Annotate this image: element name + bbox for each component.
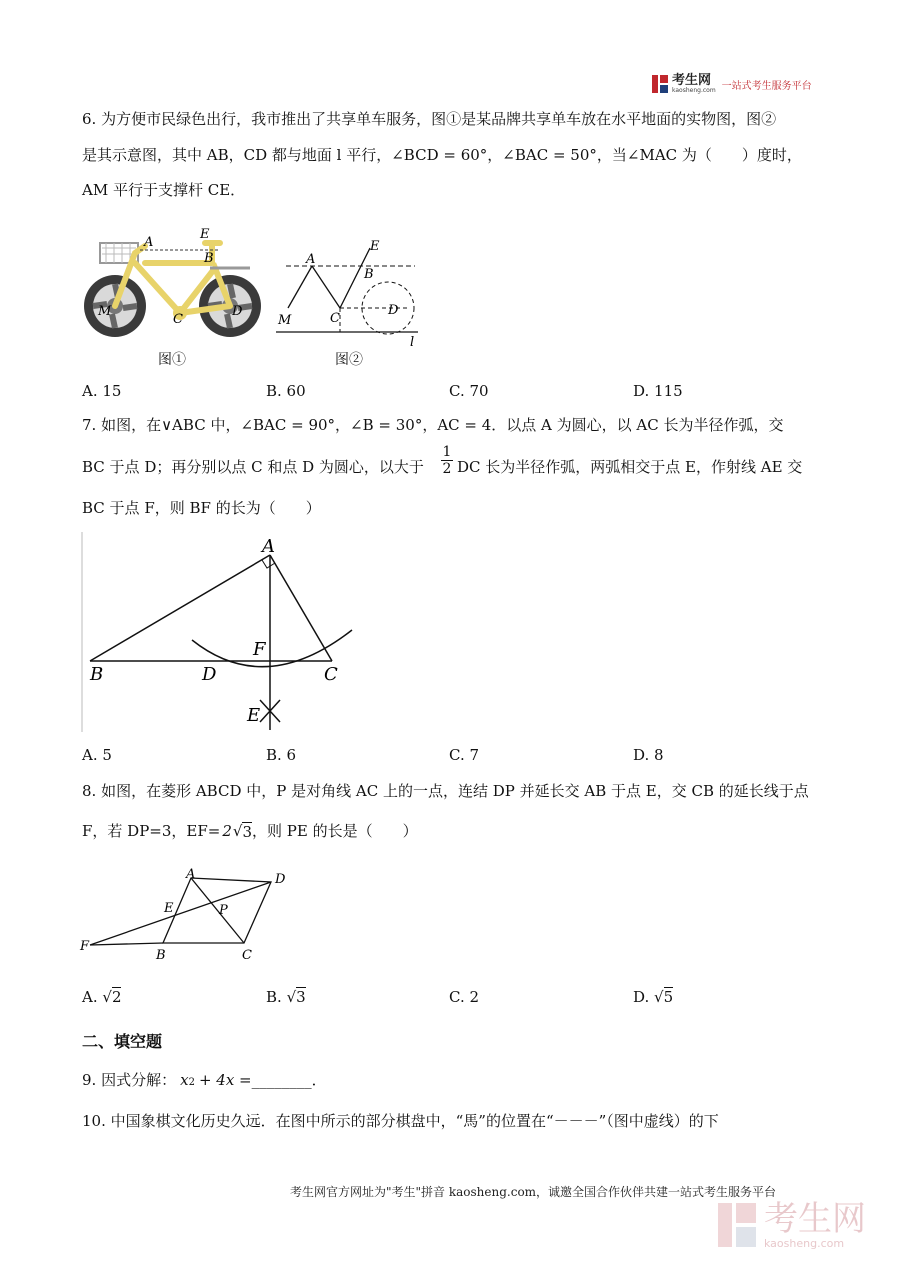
q8-label-F: F bbox=[80, 939, 90, 954]
q6-line3: AM 平行于支撑杆 CE． bbox=[82, 181, 246, 199]
q8-line2b: ，则 PE 的长是（ ） bbox=[252, 822, 418, 840]
q8-label-A: A bbox=[186, 867, 196, 882]
q7-label-A: A bbox=[262, 536, 275, 557]
fig1-label-E: E bbox=[200, 227, 210, 242]
fig2-label-D: D bbox=[388, 303, 399, 318]
q6-option-a: A. 15 bbox=[82, 382, 122, 400]
fig1-label-D: D bbox=[232, 304, 243, 319]
q8-label-B: B bbox=[156, 948, 166, 963]
q8-line2a: F，若 DP=3，EF= bbox=[82, 822, 221, 840]
fig2-label-l: l bbox=[410, 335, 415, 350]
q7-fraction bbox=[441, 444, 453, 477]
q8-label-P: P bbox=[219, 903, 228, 918]
fig1-caption: 图① bbox=[158, 352, 186, 368]
header-logo bbox=[652, 72, 812, 96]
q7-line1: 7. 如图，在∨ABC 中，∠BAC = 90°，∠B = 30°，AC = 4．以点 A 为圆心，以 AC 长为半径作弧，交 bbox=[82, 416, 784, 434]
fig1-label-C: C bbox=[173, 312, 183, 327]
q7-label-F: F bbox=[253, 639, 266, 660]
q7-label-D: D bbox=[202, 664, 217, 685]
q7-option-b: B. 6 bbox=[266, 746, 297, 764]
q9-expr-base: x bbox=[180, 1071, 189, 1089]
fig2-caption: 图② bbox=[335, 352, 363, 368]
q9-prefix: 9. 因式分解： bbox=[82, 1071, 177, 1089]
q7-label-B: B bbox=[90, 664, 104, 685]
fig2-label-C: C bbox=[330, 311, 340, 326]
watermark-name: 考生网 bbox=[764, 1199, 866, 1239]
watermark-domain: kaosheng.com bbox=[764, 1237, 845, 1250]
q9-expr-rest: + 4x = bbox=[198, 1071, 252, 1089]
q8-label-D: D bbox=[275, 872, 286, 887]
fig2-label-M: M bbox=[278, 313, 292, 328]
logo-domain: kaosheng.com bbox=[672, 86, 716, 94]
bicycle-photo bbox=[80, 218, 265, 343]
q8-label-C: C bbox=[242, 948, 252, 963]
q9-answer-blank[interactable]: ________ bbox=[251, 1071, 312, 1089]
section-title-fill-in: 二、填空题 bbox=[82, 1032, 163, 1051]
q9-end: ． bbox=[311, 1071, 327, 1089]
q7-fraction-den: 2 bbox=[442, 461, 452, 477]
watermark-icon bbox=[718, 1203, 758, 1247]
watermark bbox=[718, 1200, 866, 1250]
q7-option-c: C. 7 bbox=[449, 746, 480, 764]
logo-name: 考生网 bbox=[672, 72, 712, 88]
q8-line2: F，若 DP=3，EF= 2 √ 3 ，则 PE 的长是（ ） bbox=[82, 822, 418, 841]
fig2-label-B: B bbox=[364, 267, 374, 282]
q7-option-a: A. 5 bbox=[82, 746, 112, 764]
q6-option-c: C. 70 bbox=[449, 382, 489, 400]
q6-line2: 是其示意图，其中 AB，CD 都与地面 l 平行，∠BCD = 60°，∠BAC = 50°，当∠MAC 为（ ）度时， bbox=[82, 146, 802, 164]
q8-ef-rad: 3 bbox=[242, 822, 252, 841]
q7-line2b: DC 长为半径作弧，两弧相交于点 E，作射线 AE 交 bbox=[457, 458, 803, 476]
q8-ef-coef: 2 bbox=[222, 822, 232, 840]
q7-label-E: E bbox=[247, 705, 261, 726]
q8-option-d: D. √5 bbox=[633, 988, 674, 1006]
q8-rhombus-figure bbox=[78, 866, 298, 966]
q6-option-d: D. 115 bbox=[633, 382, 683, 400]
fig2-label-E: E bbox=[370, 239, 380, 254]
fig2-label-A: A bbox=[306, 252, 316, 267]
q7-option-d: D. 8 bbox=[633, 746, 664, 764]
q8-option-b: B. √3 bbox=[266, 988, 306, 1006]
q7-triangle-figure bbox=[80, 530, 365, 735]
q9-line bbox=[82, 1069, 327, 1094]
q8-option-c: C. 2 bbox=[449, 988, 480, 1006]
q8-option-a: A. √2 bbox=[82, 988, 122, 1006]
q7-label-C: C bbox=[324, 664, 338, 685]
header-slogan: 一站式考生服务平台 bbox=[721, 80, 812, 92]
q8-line1: 8. 如图，在菱形 ABCD 中，P 是对角线 AC 上的一点，连结 DP 并延长交 AB 于点 E，交 CB 的延长线于点 bbox=[82, 782, 809, 800]
footer-text: 考生网官方网址为"考生"拼音 kaosheng.com，诚邀全国合作伙伴共建一站式考生服务平台 bbox=[290, 1185, 777, 1199]
fig1-label-A: A bbox=[144, 235, 154, 250]
q9-expr-exp: 2 bbox=[188, 1077, 195, 1088]
q7-line3: BC 于点 F，则 BF 的长为（ ） bbox=[82, 499, 321, 517]
fig1-label-B: B bbox=[204, 251, 214, 266]
q10-line1: 10. 中国象棋文化历史久远．在图中所示的部分棋盘中，“馬”的位置在“－－－”（图中虚线）的下 bbox=[82, 1112, 719, 1130]
q7-fraction-num: 1 bbox=[442, 444, 452, 460]
q6-line1: 6. 为方便市民绿色出行，我市推出了共享单车服务，图①是某品牌共享单车放在水平地面的实物图，图② bbox=[82, 110, 777, 128]
fig1-label-M: M bbox=[98, 304, 112, 319]
q8-label-E: E bbox=[164, 901, 174, 916]
q7-line2a: BC 于点 D；再分别以点 C 和点 D 为圆心，以大于 bbox=[82, 458, 424, 476]
q6-option-b: B. 60 bbox=[266, 382, 306, 400]
bicycle-schematic bbox=[270, 230, 430, 350]
logo-icon bbox=[652, 75, 668, 93]
